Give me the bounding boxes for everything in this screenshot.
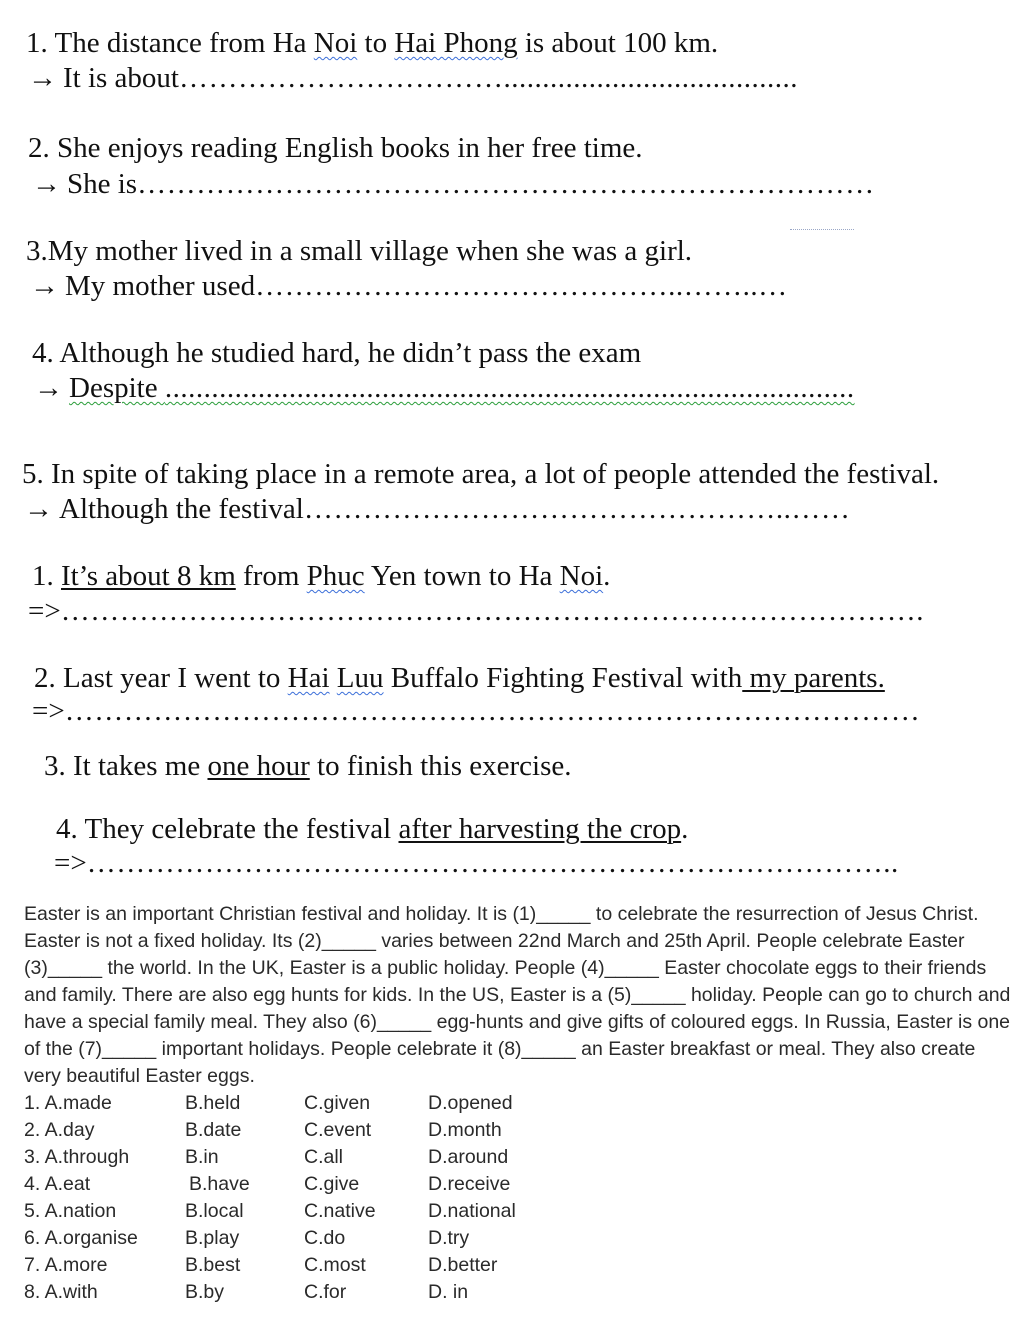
question-b3-prompt: 3. It takes me one hour to finish this exercise. — [44, 750, 572, 782]
question-4-answer-line[interactable]: → Despite ......................................................................................... — [34, 372, 855, 404]
arrow-icon: → — [34, 372, 63, 404]
arrow-icon: → — [32, 168, 61, 200]
option-b[interactable]: B.in — [185, 1146, 219, 1168]
option-a[interactable]: 5. A.nation — [24, 1200, 117, 1222]
reading-passage — [24, 901, 1016, 1090]
option-c[interactable]: C.given — [304, 1092, 371, 1114]
question-b1-answer-line[interactable]: =>……………………………………………………………………………. — [28, 595, 924, 627]
option-b[interactable]: B.date — [185, 1119, 242, 1141]
option-c[interactable]: C.for — [304, 1281, 347, 1303]
option-d[interactable]: D.around — [428, 1146, 509, 1168]
divider — [790, 229, 854, 230]
question-1-answer-line[interactable]: → It is about……………………………...................................... — [28, 62, 798, 94]
option-d[interactable]: D. in — [428, 1281, 469, 1303]
option-d[interactable]: D.opened — [428, 1092, 513, 1114]
option-d[interactable]: D.national — [428, 1200, 516, 1222]
option-c[interactable]: C.give — [304, 1173, 360, 1195]
option-d[interactable]: D.receive — [428, 1173, 511, 1195]
option-a[interactable]: 3. A.through — [24, 1146, 130, 1168]
question-1-prompt: 1. The distance from Ha Noi to Hai Phong is about 100 km. — [26, 27, 719, 59]
option-b[interactable]: B.by — [185, 1281, 225, 1303]
question-3-prompt: 3.My mother lived in a small village when she was a girl. — [26, 235, 693, 267]
question-2-prompt: 2. She enjoys reading English books in her free time. — [28, 132, 643, 164]
passage-text: Easter is an important Christian festival and holiday. It is (1)_____ to celebrate the resurrection of Jesus Christ. Easter is not a fixed holiday. Its (2)_____ varies between 22nd March and 25th April. People celebrate Easter (3)_____ the world. In the UK, Easter is a public holiday. People (4)_____ Easter chocolate eggs to their friends and family. There are also egg hunts for kids. In the US, Easter is a (5)_____ holiday. People can go to church and have a special family meal. They also (6)_____ egg-hunts and give gifts of coloured eggs. In Russia, Easter is one of the (7)_____ important holidays. People celebrate it (8)_____ an Easter breakfast or meal. They also create very beautiful Easter eggs. — [24, 903, 1011, 1087]
option-b[interactable]: B.have — [189, 1173, 250, 1195]
option-b[interactable]: B.play — [185, 1227, 240, 1249]
option-a[interactable]: 7. A.more — [24, 1254, 108, 1276]
option-a[interactable]: 2. A.day — [24, 1119, 95, 1141]
option-d[interactable]: D.try — [428, 1227, 470, 1249]
question-2-answer-line[interactable]: → She is………………………………………………………………… — [32, 168, 875, 200]
question-5-prompt: 5. In spite of taking place in a remote area, a lot of people attended the festival. — [22, 458, 940, 490]
question-b4-answer-line[interactable]: =>……………………………………………………………………….. — [54, 847, 899, 879]
question-4-prompt: 4. Although he studied hard, he didn’t pass the exam — [32, 337, 642, 369]
option-d[interactable]: D.better — [428, 1254, 498, 1276]
option-a[interactable]: 4. A.eat — [24, 1173, 91, 1195]
arrow-icon: → — [24, 493, 53, 525]
option-a[interactable]: 1. A.made — [24, 1092, 112, 1114]
question-5-answer-line[interactable]: → Although the festival…………………………………………..…… — [24, 493, 851, 525]
option-c[interactable]: C.event — [304, 1119, 372, 1141]
question-b1-prompt: 1. It’s about 8 km from Phuc Yen town to Ha Noi. — [32, 560, 611, 592]
arrow-icon: → — [28, 62, 57, 94]
question-b2-answer-line[interactable]: =>…………………………………………………………………………… — [32, 695, 921, 727]
question-b4-prompt: 4. They celebrate the festival after harvesting the crop. — [56, 813, 689, 845]
option-b[interactable]: B.best — [185, 1254, 241, 1276]
option-a[interactable]: 8. A.with — [24, 1281, 98, 1303]
option-b[interactable]: B.local — [185, 1200, 244, 1222]
question-b2-prompt: 2. Last year I went to Hai Luu Buffalo Fighting Festival with my parents. — [34, 662, 885, 694]
option-b[interactable]: B.held — [185, 1092, 241, 1114]
option-d[interactable]: D.month — [428, 1119, 502, 1141]
arrow-icon: → — [30, 270, 59, 302]
question-3-answer-line[interactable]: → My mother used……………………………………..……..… — [30, 270, 788, 302]
option-c[interactable]: C.most — [304, 1254, 366, 1276]
option-c[interactable]: C.native — [304, 1200, 376, 1222]
option-a[interactable]: 6. A.organise — [24, 1227, 138, 1249]
option-c[interactable]: C.do — [304, 1227, 346, 1249]
option-c[interactable]: C.all — [304, 1146, 344, 1168]
